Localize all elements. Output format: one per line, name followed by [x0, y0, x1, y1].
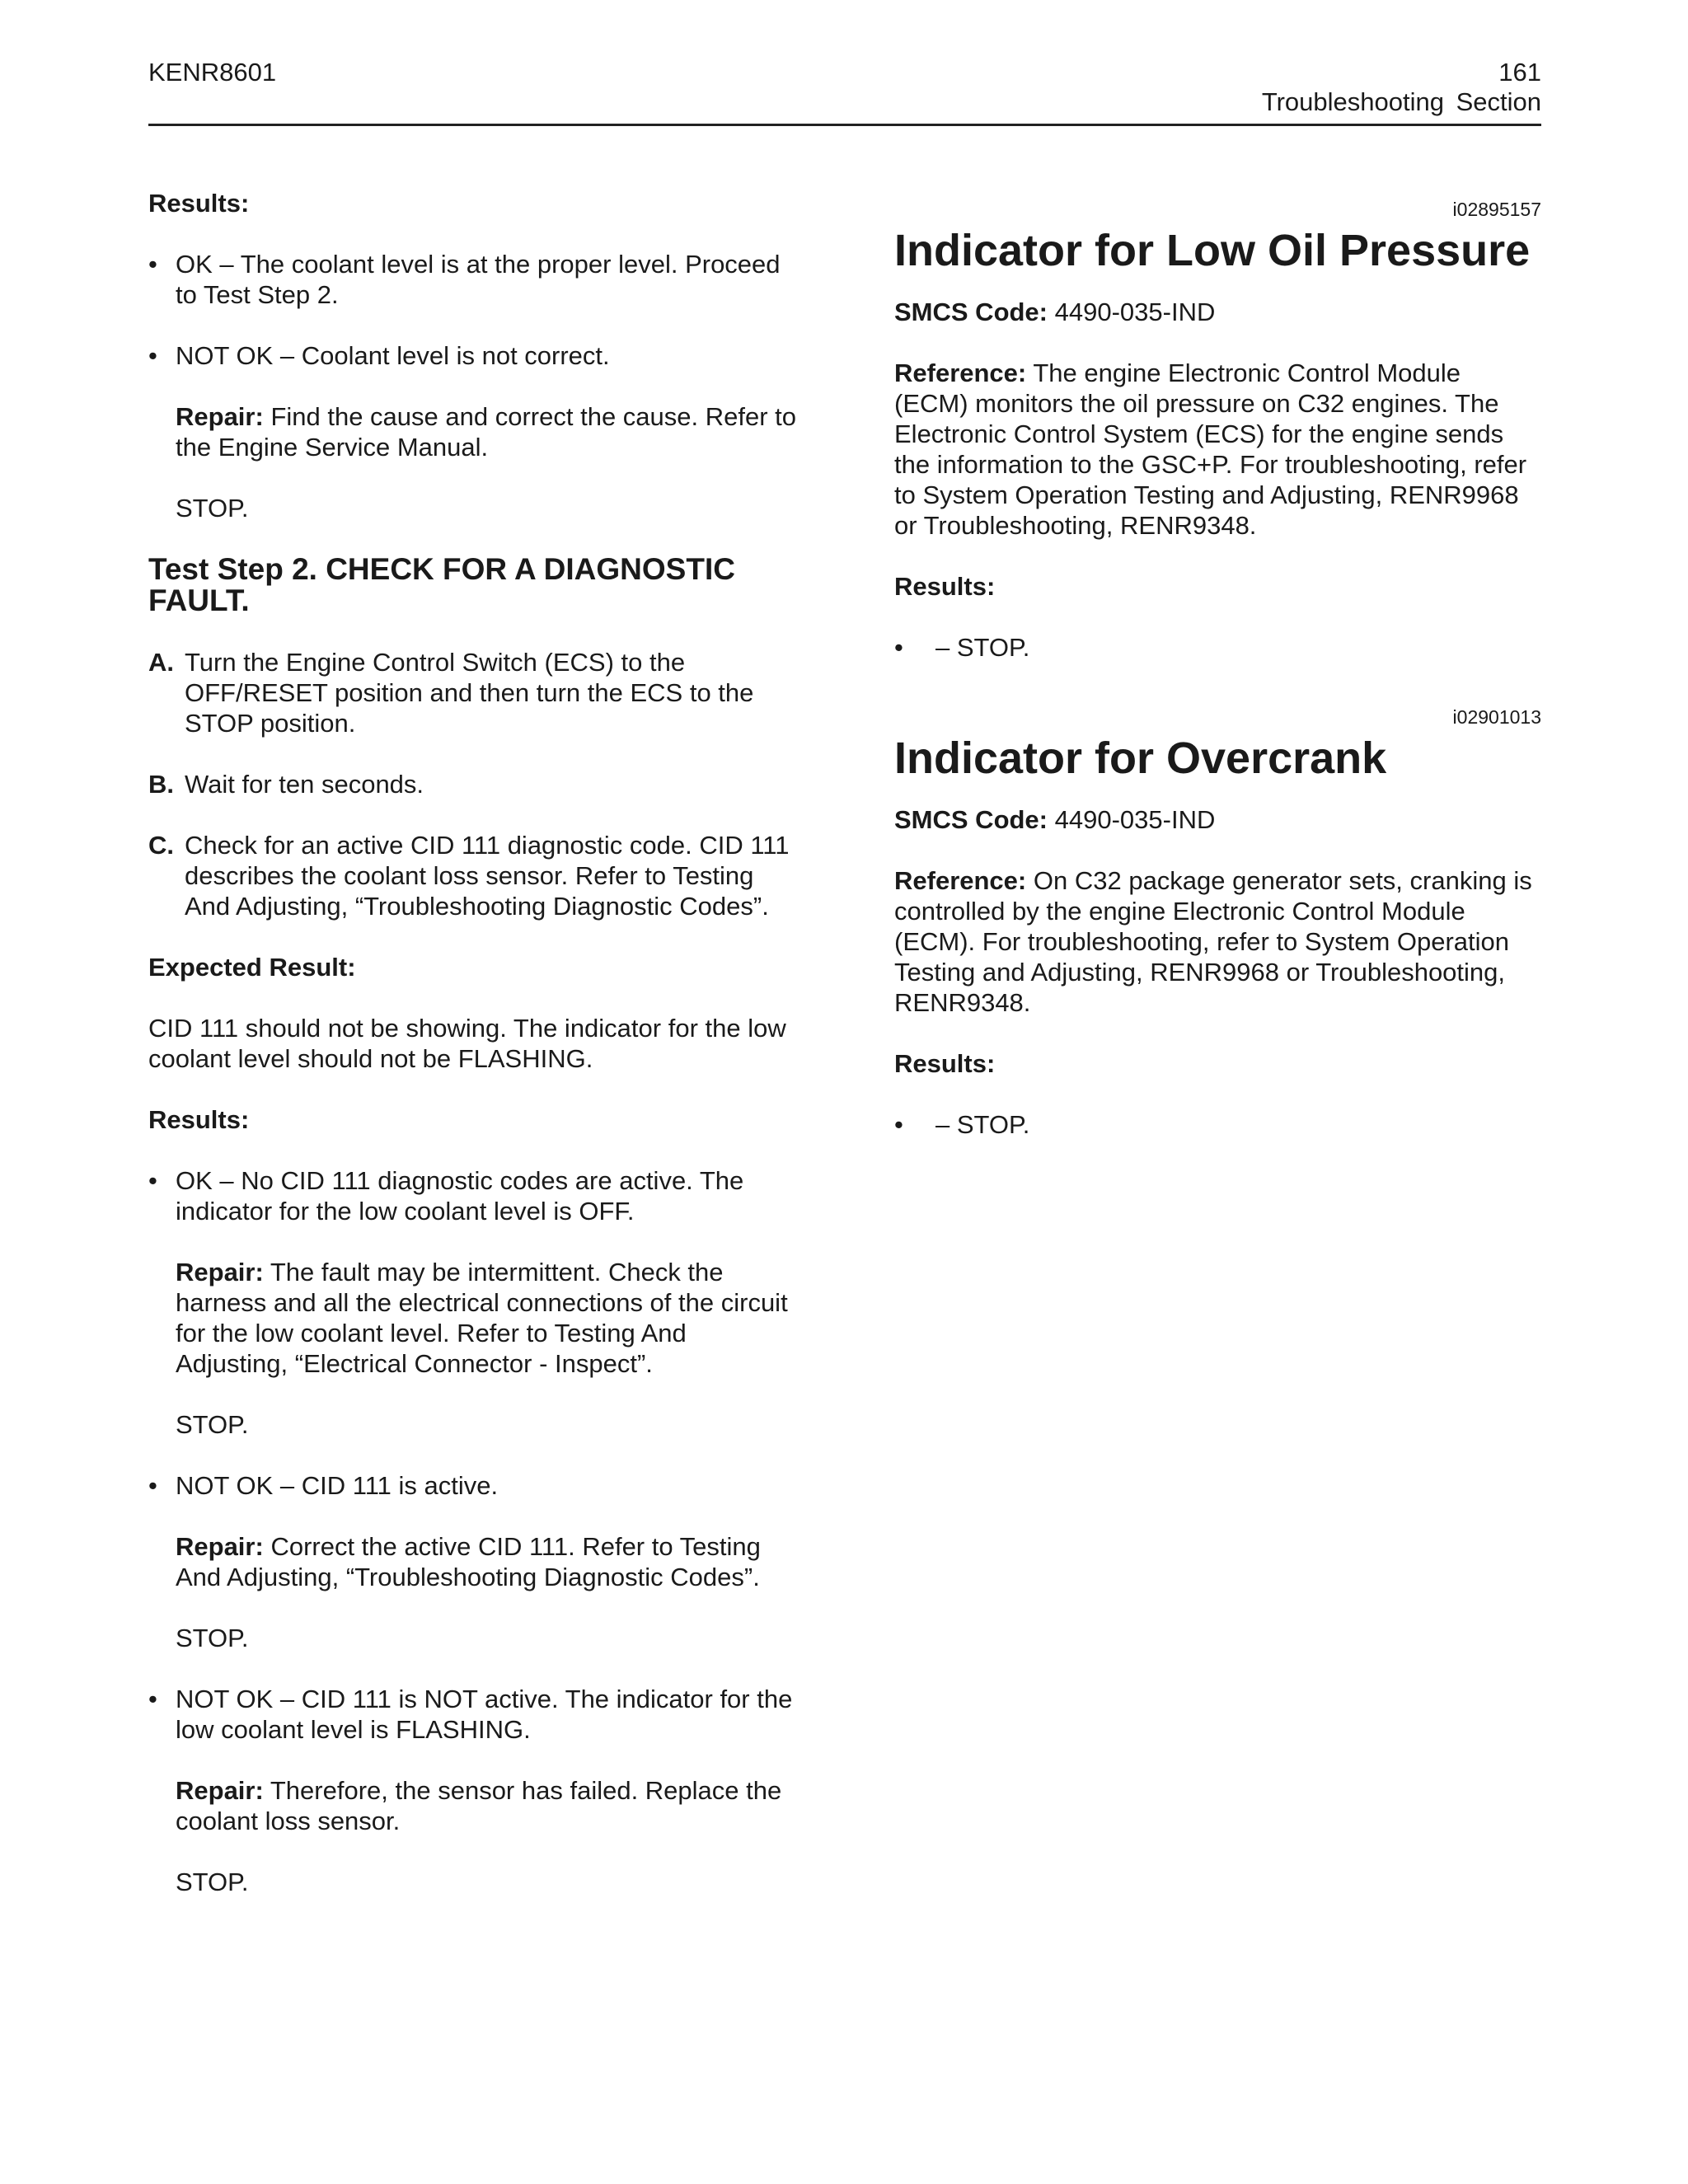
- result-tag: OK: [176, 250, 213, 279]
- repair-text: Find the cause and correct the cause. Refer to the Engine Service Manual.: [176, 402, 797, 462]
- step-text: Check for an active CID 111 diagnostic code. CID 111 describes the coolant loss sensor. Refer to Testing And Adjusting, “Troubleshooting Diagnostic Codes”.: [185, 831, 790, 921]
- step-item-a: [148, 647, 804, 738]
- page-number: 161: [1498, 58, 1541, 87]
- repair-paragraph: [148, 1257, 804, 1379]
- step-letter: B.: [148, 770, 174, 799]
- repair-label: Repair:: [176, 1258, 264, 1286]
- test-step-heading: Test Step 2. CHECK FOR A DIAGNOSTIC FAULT.: [148, 552, 735, 617]
- result-text: – CID 111 is active.: [279, 1471, 499, 1500]
- reference-text: The engine Electronic Control Module (ECM) monitors the oil pressure on C32 engines. The Electronic Control System (ECS) for the engine sends the information to the GSC+P. For troubleshooting, refer to System Operation Testing and Adjusting, RENR9968 or Troubleshooting, RENR9348.: [894, 359, 1527, 540]
- right-column: [894, 188, 1541, 1170]
- stop-text: STOP.: [176, 494, 249, 523]
- reference-label: Reference:: [894, 866, 1027, 895]
- result-text: – Coolant level is not correct.: [279, 341, 610, 370]
- smcs-value: 4490-035-IND: [1054, 298, 1216, 326]
- step-letter: A.: [148, 648, 174, 677]
- article-title: Indicator for Low Oil Pressure: [894, 226, 1531, 275]
- step-text: Turn the Engine Control Switch (ECS) to the OFF/RESET position and then turn the ECS to the STOP position.: [185, 648, 754, 738]
- smcs-code: [894, 297, 1541, 327]
- repair-paragraph: [148, 401, 804, 462]
- section-title: Troubleshooting Section: [1261, 87, 1541, 116]
- result-item: [894, 632, 1541, 663]
- repair-text: The fault may be intermittent. Check the harness and all the electrical connections of the circuit for the low coolant level. Refer to Testing And Adjusting, “Electrical Connector - Inspect”.: [176, 1258, 788, 1378]
- reference-paragraph: [894, 865, 1541, 1018]
- expected-result-label: Expected Result:: [148, 953, 356, 982]
- result-text: – The coolant level is at the proper level. Proceed to Test Step 2.: [176, 250, 781, 309]
- reference-paragraph: [894, 358, 1541, 541]
- results-label: Results:: [148, 1105, 250, 1134]
- bullet-glyph: •: [894, 1110, 903, 1139]
- stop-text: STOP.: [176, 1624, 249, 1652]
- smcs-label: SMCS Code:: [894, 298, 1048, 326]
- step-item-b: [148, 769, 804, 799]
- expected-result-text: CID 111 should not be showing. The indicator for the low coolant level should not be FLASHING.: [148, 1014, 786, 1073]
- result-not-ok: [148, 1470, 804, 1501]
- bullet-glyph: •: [148, 250, 157, 279]
- result-not-ok: [148, 340, 804, 371]
- result-item: [894, 1109, 1541, 1140]
- result-text: – No CID 111 diagnostic codes are active. The indicator for the low coolant level is OFF.: [176, 1166, 744, 1226]
- repair-paragraph: [148, 1531, 804, 1592]
- smcs-value: 4490-035-IND: [1054, 805, 1216, 834]
- bullet-glyph: •: [148, 1166, 157, 1195]
- repair-label: Repair:: [176, 402, 264, 431]
- results-label: Results:: [894, 1049, 996, 1078]
- left-column: [148, 188, 804, 1928]
- article-id: i02901013: [1452, 706, 1541, 728]
- repair-label: Repair:: [176, 1532, 264, 1561]
- result-text: – STOP.: [935, 633, 1030, 662]
- bullet-glyph: •: [894, 633, 903, 662]
- step-text: Wait for ten seconds.: [185, 770, 424, 799]
- bullet-glyph: •: [148, 341, 157, 370]
- article-title: Indicator for Overcrank: [894, 733, 1387, 783]
- step-item-c: [148, 830, 804, 921]
- result-tag: NOT OK: [176, 1471, 274, 1500]
- result-not-ok: [148, 1684, 804, 1745]
- result-tag: NOT OK: [176, 341, 274, 370]
- result-ok: [148, 1165, 804, 1226]
- step-letter: C.: [148, 831, 174, 860]
- result-tag: OK: [176, 1166, 213, 1195]
- bullet-glyph: •: [148, 1471, 157, 1500]
- result-tag: NOT OK: [176, 1685, 274, 1713]
- reference-label: Reference:: [894, 359, 1027, 387]
- repair-paragraph: [148, 1775, 804, 1836]
- repair-text: Correct the active CID 111. Refer to Testing And Adjusting, “Troubleshooting Diagnostic Codes”.: [176, 1532, 761, 1591]
- repair-label: Repair:: [176, 1776, 264, 1805]
- results-label: Results:: [894, 572, 996, 601]
- page-header: [148, 54, 1541, 126]
- bullet-glyph: •: [148, 1685, 157, 1713]
- repair-text: Therefore, the sensor has failed. Replace the coolant loss sensor.: [176, 1776, 782, 1835]
- stop-text: STOP.: [176, 1868, 249, 1896]
- result-text: – CID 111 is NOT active. The indicator for the low coolant level is FLASHING.: [176, 1685, 793, 1744]
- reference-text: On C32 package generator sets, cranking is controlled by the engine Electronic Control Module (ECM). For troubleshooting, refer to System Operation Testing and Adjusting, RENR9968 or Troubleshooting, RENR9348.: [894, 866, 1532, 1017]
- results-label: Results:: [148, 189, 250, 218]
- stop-text: STOP.: [176, 1410, 249, 1439]
- article-id: i02895157: [1452, 199, 1541, 220]
- document-id: KENR8601: [148, 58, 277, 87]
- smcs-label: SMCS Code:: [894, 805, 1048, 834]
- smcs-code: [894, 804, 1541, 835]
- result-text: – STOP.: [935, 1110, 1030, 1139]
- result-ok: [148, 249, 804, 310]
